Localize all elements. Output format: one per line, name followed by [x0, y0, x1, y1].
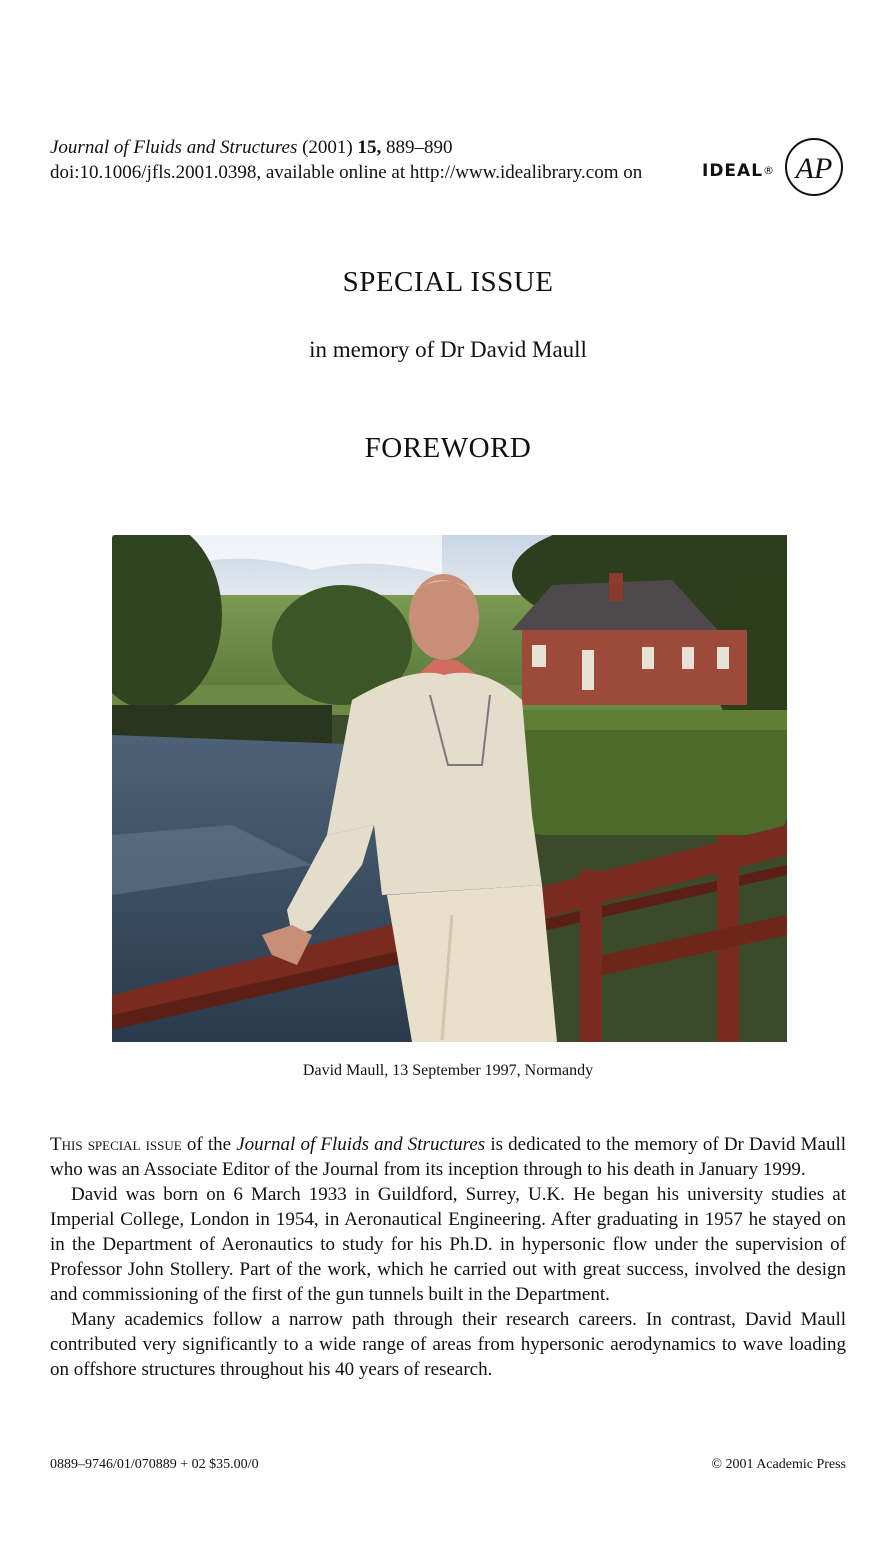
body-text	[50, 1132, 846, 1382]
journal-name: Journal of Fluids and Structures	[50, 137, 298, 158]
photo-caption: David Maull, 13 September 1997, Normandy	[302, 1062, 594, 1079]
ideal-logo: IDEAL®	[702, 161, 776, 181]
academic-press-logo	[784, 137, 844, 197]
footer-code: 0889–9746/01/070889 + 02 $35.00/0	[50, 1457, 259, 1472]
ideal-logo-text: IDEAL	[702, 161, 764, 181]
journal-title-ref: Journal of Fluids and Structures	[236, 1134, 486, 1155]
paragraph-1	[50, 1132, 846, 1182]
foreword-heading: FOREWORD	[364, 432, 532, 464]
footer-copyright: © 2001 Academic Press	[711, 1457, 846, 1472]
journal-year: (2001)	[302, 137, 353, 158]
doi-line: doi:10.1006/jfls.2001.0398, available online at http://www.idealibrary.com on	[50, 162, 643, 183]
journal-citation	[50, 136, 453, 160]
paragraph-3: Many academics follow a narrow path through their research careers. In contrast, David Maull contributed very significantly to a wide range of areas from hypersonic aerodynamics to wave loading on offshore structures throughout his 40 years of research.	[50, 1309, 846, 1380]
journal-pages: 889–890	[386, 137, 453, 158]
special-issue-title: SPECIAL ISSUE	[342, 266, 554, 298]
paragraph-1-rest: is dedicated to the memory of Dr David Maull who was an Associate Editor of the Journal from its inception through to his death in January 1999.	[50, 1134, 847, 1180]
paragraph-1-connector: of the	[181, 1134, 237, 1155]
memory-subtitle: in memory of Dr David Maull	[309, 337, 587, 362]
journal-volume: 15,	[357, 137, 382, 158]
portrait-photo	[112, 535, 787, 1042]
paragraph-2: David was born on 6 March 1933 in Guildford, Surrey, U.K. He began his university studies at Imperial College, London in 1954, in Aeronautical Engineering. After graduating in 1957 he stayed on in the Department of Aeronautics to study for his Ph.D. in hypersonic flow under the supervision of Professor John Stollery. Part of the work, which he carried out with great success, involved the design and commissioning of the first of the gun tunnels built in the Department.	[50, 1184, 846, 1305]
paragraph-1-lead: This special issue	[50, 1134, 182, 1155]
ap-logo-text: AP	[795, 152, 833, 185]
